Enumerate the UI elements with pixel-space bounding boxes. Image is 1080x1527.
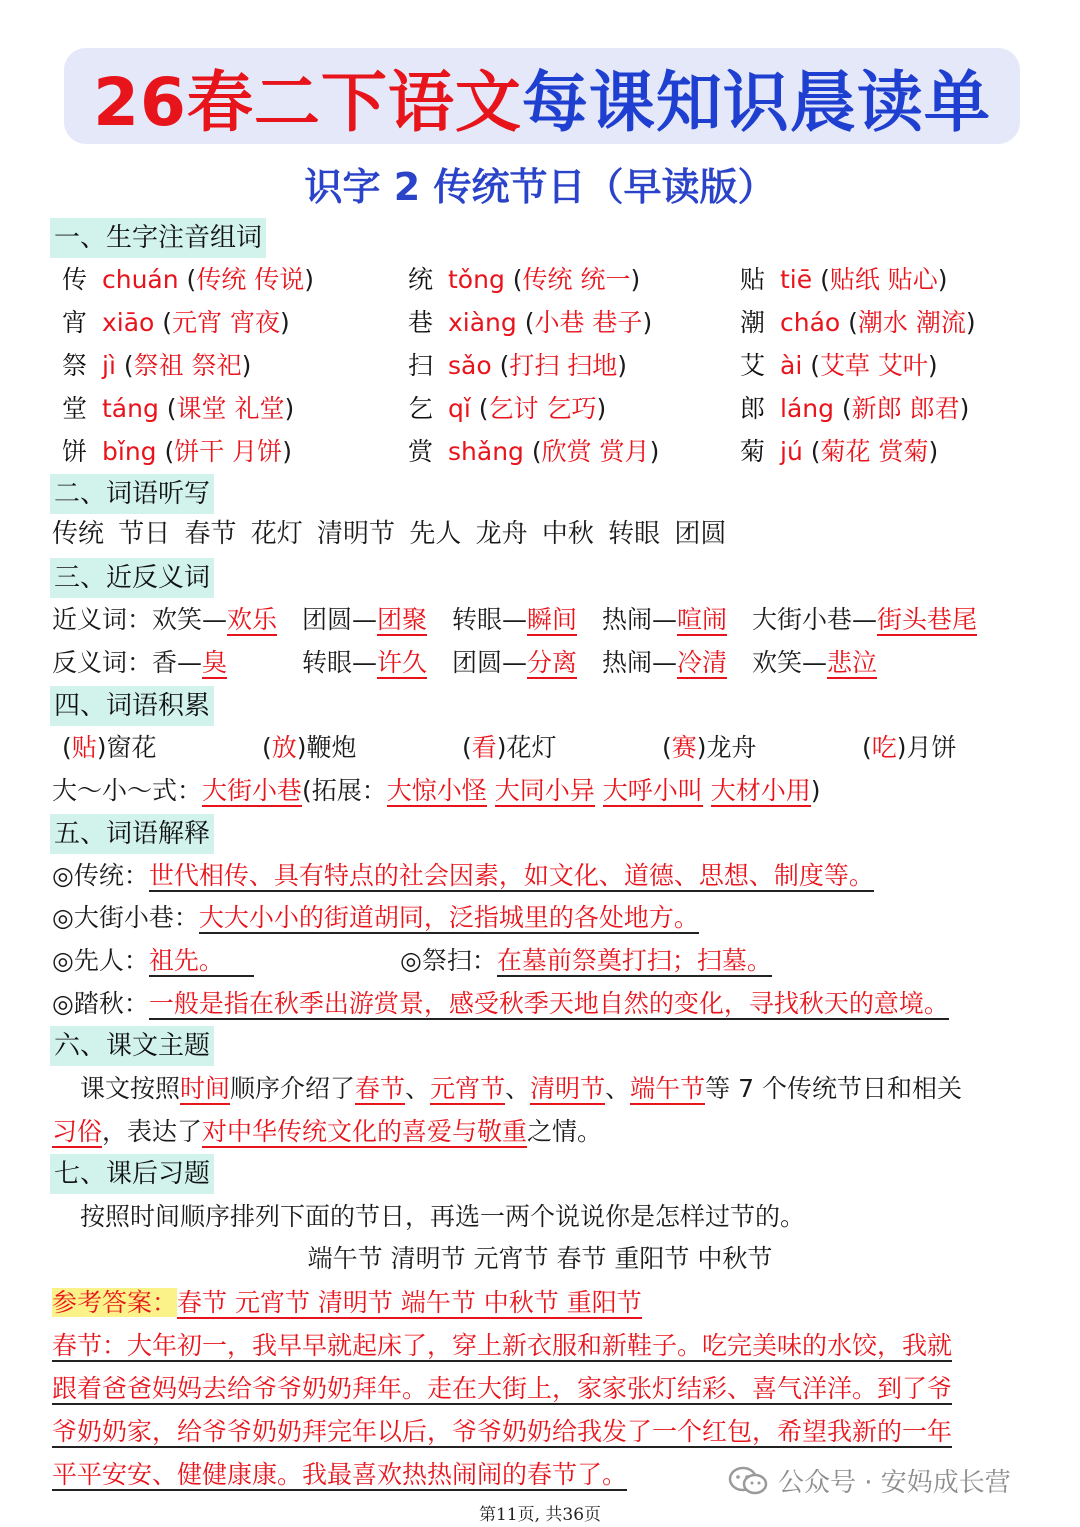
char-paren: ( [516, 308, 535, 337]
char-pinyin: qǐ [448, 394, 471, 423]
answer-order: 春节 元宵节 清明节 端午节 中秋节 重阳节 [177, 1288, 642, 1317]
explain-row-4 [400, 943, 772, 979]
char-glyph: 祭 [62, 351, 88, 380]
char-paren: ) [241, 351, 252, 380]
watermark-text: 公众号 · 安妈成长营 [778, 1468, 1011, 1498]
char-pinyin: táng [102, 394, 159, 423]
paren: ( [462, 733, 472, 762]
pair-answer: 喧闹 [677, 605, 728, 634]
char-entry [62, 348, 251, 384]
antonyms-label: 反义词： [52, 648, 153, 677]
pair-answer: 团聚 [377, 605, 428, 634]
char-pinyin: jú [780, 437, 803, 466]
paren: ) [296, 733, 307, 762]
char-entry [408, 348, 627, 384]
char-entry [62, 434, 292, 470]
section-heading-6: 六、课文主题 [50, 1026, 214, 1066]
essay-line [52, 1414, 952, 1450]
char-pinyin: xiāo [102, 308, 155, 337]
char-pinyin: jì [102, 351, 116, 380]
char-paren: ) [617, 351, 628, 380]
collocation-answer: 贴 [71, 733, 97, 762]
theme-text: 、 [605, 1074, 631, 1103]
char-glyph: 乞 [408, 394, 434, 423]
pair-answer: 街头巷尾 [877, 605, 978, 634]
explain-term: ◎传统： [52, 861, 149, 890]
char-words: 元宵 宵夜 [172, 308, 281, 337]
char-pinyin: sǎo [448, 351, 492, 380]
pair-answer: 瞬间 [527, 605, 578, 634]
char-words: 小巷 巷子 [534, 308, 643, 337]
collocation-word: 窗花 [106, 733, 157, 762]
char-words: 贴纸 贴心 [829, 265, 938, 294]
char-words: 饼干 月饼 [174, 437, 283, 466]
char-entry [740, 305, 976, 341]
char-glyph: 堂 [62, 394, 88, 423]
char-glyph: 赏 [408, 437, 434, 466]
char-paren: ) [304, 265, 315, 294]
pattern-ext-list [387, 776, 811, 807]
pattern-ext-label: (拓展： [302, 776, 387, 805]
char-paren: ) [927, 351, 938, 380]
collocation-item [462, 730, 557, 766]
char-paren: ( [812, 265, 830, 294]
section-heading-3: 三、近反义词 [50, 558, 214, 598]
char-paren: ) [642, 308, 653, 337]
pair-word: 转眼— [452, 605, 528, 634]
char-glyph: 饼 [62, 437, 88, 466]
char-paren: ( [802, 351, 820, 380]
word-pair [302, 645, 452, 681]
exercise-question: 按照时间顺序排列下面的节日，再选一两个说说你是怎样过节的。 [80, 1202, 806, 1231]
collocation-item [262, 730, 357, 766]
char-words: 菊花 赏菊 [820, 437, 929, 466]
title-banner [64, 48, 1020, 144]
char-glyph: 郎 [740, 394, 766, 423]
char-paren: ( [840, 308, 858, 337]
explain-term: ◎大街小巷： [52, 903, 199, 932]
paren: ( [862, 733, 872, 762]
theme-line-2 [52, 1114, 602, 1150]
pair-answer: 臭 [202, 648, 228, 677]
collocation-word: 龙舟 [706, 733, 757, 762]
pair-word: 大街小巷— [752, 605, 878, 634]
pattern-ext-item: 大惊小怪 [386, 776, 487, 805]
char-pinyin: cháo [780, 308, 841, 337]
synonyms-list [152, 605, 977, 634]
char-glyph: 扫 [408, 351, 434, 380]
char-paren: ) [280, 308, 290, 337]
explain-definition: 在墓前祭奠打扫；扫墓。 [496, 946, 772, 975]
collocation-answer: 看 [471, 733, 497, 762]
essay-text: 跟着爸爸妈妈去给爷爷奶奶拜年。走在大街上，家家张灯结彩、喜气洋洋。到了爷 [52, 1374, 953, 1403]
word-pair [602, 602, 752, 638]
char-words: 传统 统一 [522, 265, 631, 294]
char-entry [408, 262, 640, 298]
pair-answer: 许久 [377, 648, 428, 677]
antonyms-list [152, 648, 877, 677]
synonyms-label: 近义词： [52, 605, 153, 634]
char-words: 乞讨 乞巧 [488, 394, 597, 423]
char-entry [740, 434, 938, 470]
pair-word: 热闹— [602, 648, 678, 677]
collocation-word: 鞭炮 [306, 733, 357, 762]
theme-text: ，表达了 [102, 1117, 203, 1146]
char-entry [740, 391, 969, 427]
theme-answer: 习俗 [52, 1117, 103, 1146]
pair-word: 转眼— [302, 648, 378, 677]
section-heading-1: 一、生字注音组词 [50, 218, 266, 258]
pattern-ext-item: 大同小异 [494, 776, 595, 805]
word-pair [152, 645, 302, 681]
explain-definition: 世代相传、具有特点的社会因素，如文化、道德、思想、制度等。 [148, 861, 874, 890]
char-entry [62, 262, 314, 298]
char-entry [408, 391, 606, 427]
pattern-row [52, 773, 820, 809]
pair-word: 热闹— [602, 605, 678, 634]
char-words: 打扫 扫地 [509, 351, 618, 380]
section-heading-4: 四、词语积累 [50, 686, 214, 726]
char-pinyin: láng [780, 394, 834, 423]
pair-word: 香— [152, 648, 203, 677]
essay-line [52, 1328, 952, 1364]
collocation-item [862, 730, 957, 766]
essay-line [52, 1371, 952, 1407]
char-glyph: 菊 [740, 437, 766, 466]
theme-answer: 春节 [355, 1074, 406, 1103]
char-words: 欣赏 赏月 [541, 437, 650, 466]
char-entry [740, 348, 938, 384]
section-heading-2: 二、词语听写 [50, 474, 214, 514]
explain-term: ◎先人： [52, 946, 149, 975]
answer-label: 参考答案： [52, 1288, 178, 1317]
char-paren: ( [156, 437, 175, 466]
collocation-item [62, 730, 157, 766]
theme-answer: 清明节 [530, 1074, 606, 1103]
explain-definition: 一般是指在秋季出游赏景，感受秋季天地自然的变化，寻找秋天的意境。 [148, 989, 949, 1018]
char-paren: ) [649, 437, 660, 466]
page-number: 第11页, 共36页 [478, 1505, 602, 1525]
word-pair [752, 602, 977, 638]
char-pinyin: bǐng [102, 437, 157, 466]
char-pinyin: tǒng [448, 265, 505, 294]
word-pair [302, 602, 452, 638]
word-pair [452, 645, 602, 681]
lesson-subtitle: 识字 2 传统节日（早读版） [304, 165, 776, 209]
paren: ) [696, 733, 707, 762]
collocation-answer: 吃 [871, 733, 897, 762]
char-glyph: 潮 [740, 308, 766, 337]
theme-answer: 时间 [180, 1074, 231, 1103]
paren: ( [662, 733, 672, 762]
pair-answer: 分离 [527, 648, 578, 677]
answer-row [52, 1285, 642, 1321]
section-heading-7: 七、课后习题 [50, 1154, 214, 1194]
paren: ) [896, 733, 907, 762]
explain-row-1 [52, 858, 874, 894]
explain-row-5 [52, 986, 949, 1022]
explain-row-2 [52, 900, 699, 936]
collocation-word: 月饼 [906, 733, 957, 762]
pattern-main: 大街小巷 [202, 776, 303, 805]
spacer [703, 776, 711, 805]
pattern-ext-item: 大材小用 [710, 776, 811, 805]
exercise-festivals: 端午节 清明节 元宵节 春节 重阳节 中秋节 [307, 1244, 773, 1273]
essay-text: 爷奶奶家，给爷爷奶奶拜完年以后，爷爷奶奶给我发了一个红包，希望我新的一年 [52, 1417, 953, 1446]
word-pair [752, 645, 877, 681]
essay-line [52, 1457, 627, 1493]
char-entry [62, 305, 290, 341]
collocation-word: 花灯 [506, 733, 557, 762]
char-entry [62, 391, 294, 427]
char-glyph: 巷 [408, 308, 434, 337]
char-paren: ) [630, 265, 641, 294]
char-glyph: 宵 [62, 308, 88, 337]
pair-answer: 悲泣 [827, 648, 878, 677]
char-pinyin: shǎng [448, 437, 524, 466]
collocation-item [662, 730, 757, 766]
word-pair [452, 602, 602, 638]
char-paren: ) [928, 437, 939, 466]
pair-word: 团圆— [452, 648, 528, 677]
pair-word: 欢笑— [152, 605, 228, 634]
char-paren: ( [470, 394, 489, 423]
char-glyph: 统 [408, 265, 434, 294]
antonyms-row [52, 645, 877, 681]
char-paren: ) [959, 394, 970, 423]
spacer [595, 776, 603, 805]
char-paren: ( [802, 437, 821, 466]
char-paren: ( [504, 265, 523, 294]
paren: ) [96, 733, 107, 762]
char-pinyin: ài [780, 351, 803, 380]
pair-word: 团圆— [302, 605, 378, 634]
char-paren: ( [491, 351, 510, 380]
word-pair [152, 602, 302, 638]
pair-answer: 欢乐 [227, 605, 278, 634]
essay-text: 春节：大年初一，我早早就起床了，穿上新衣服和新鞋子。吃完美味的水饺，我就 [52, 1331, 953, 1360]
char-paren: ) [282, 437, 292, 466]
title-part-blue: 每课知识晨读单 [521, 63, 991, 141]
paren: ) [496, 733, 507, 762]
theme-text: 顺序介绍了 [230, 1074, 356, 1103]
char-words: 祭祖 祭祀 [133, 351, 242, 380]
theme-text: 等 7 个传统节日和相关 [705, 1074, 962, 1103]
char-paren: ) [965, 308, 976, 337]
theme-answer: 端午节 [630, 1074, 706, 1103]
paren: ( [62, 733, 72, 762]
char-entry [408, 305, 652, 341]
char-entry [740, 262, 948, 298]
char-pinyin: xiàng [448, 308, 517, 337]
char-glyph: 艾 [740, 351, 766, 380]
theme-text: 、 [505, 1074, 531, 1103]
synonyms-row [52, 602, 977, 638]
char-paren: ( [115, 351, 134, 380]
theme-answer: 元宵节 [430, 1074, 506, 1103]
char-words: 传统 传说 [196, 265, 305, 294]
word-pair [602, 645, 752, 681]
theme-text: 课文按照 [80, 1074, 181, 1103]
explain-term: ◎踏秋： [52, 989, 149, 1018]
explain-term: ◎祭扫： [400, 946, 497, 975]
char-paren: ( [178, 265, 197, 294]
char-entry [408, 434, 659, 470]
theme-text: 、 [405, 1074, 431, 1103]
char-paren: ( [833, 394, 852, 423]
theme-line-1 [80, 1071, 962, 1107]
collocation-answer: 赛 [671, 733, 697, 762]
explain-row-3 [52, 943, 254, 979]
wechat-icon [728, 1466, 768, 1496]
char-paren: ) [596, 394, 607, 423]
essay-text: 平平安安、健健康康。我最喜欢热热闹闹的春节了。 [52, 1460, 628, 1489]
char-words: 艾草 艾叶 [819, 351, 928, 380]
pattern-ext-item: 大呼小叫 [602, 776, 703, 805]
pattern-close: ) [810, 776, 821, 805]
title-part-red: 26春二下语文 [93, 63, 522, 141]
pattern-label: 大～小～式： [52, 776, 203, 805]
char-words: 新郎 郎君 [851, 394, 960, 423]
char-pinyin: tiē [780, 265, 813, 294]
char-paren: ) [937, 265, 948, 294]
char-glyph: 传 [62, 265, 88, 294]
pair-word: 欢笑— [752, 648, 828, 677]
pair-answer: 冷清 [677, 648, 728, 677]
theme-answer: 对中华传统文化的喜爱与敬重 [202, 1117, 528, 1146]
explain-definition: 大大小小的街道胡同，泛指城里的各处地方。 [198, 903, 699, 932]
char-pinyin: chuán [102, 265, 179, 294]
char-paren: ( [154, 308, 173, 337]
collocation-answer: 放 [271, 733, 297, 762]
section-heading-5: 五、词语解释 [50, 814, 214, 854]
char-paren: ( [523, 437, 542, 466]
char-paren: ) [284, 394, 295, 423]
char-glyph: 贴 [740, 265, 766, 294]
char-words: 潮水 潮流 [857, 308, 966, 337]
watermark [728, 1462, 1011, 1499]
dictation-words: 传统 节日 春节 花灯 清明节 先人 龙舟 中秋 转眼 团圆 [52, 519, 727, 549]
char-paren: ( [158, 394, 177, 423]
explain-definition: 祖先。 [149, 946, 254, 977]
spacer [487, 776, 495, 805]
theme-text: 之情。 [527, 1117, 603, 1146]
char-words: 课堂 礼堂 [176, 394, 285, 423]
paren: ( [262, 733, 272, 762]
